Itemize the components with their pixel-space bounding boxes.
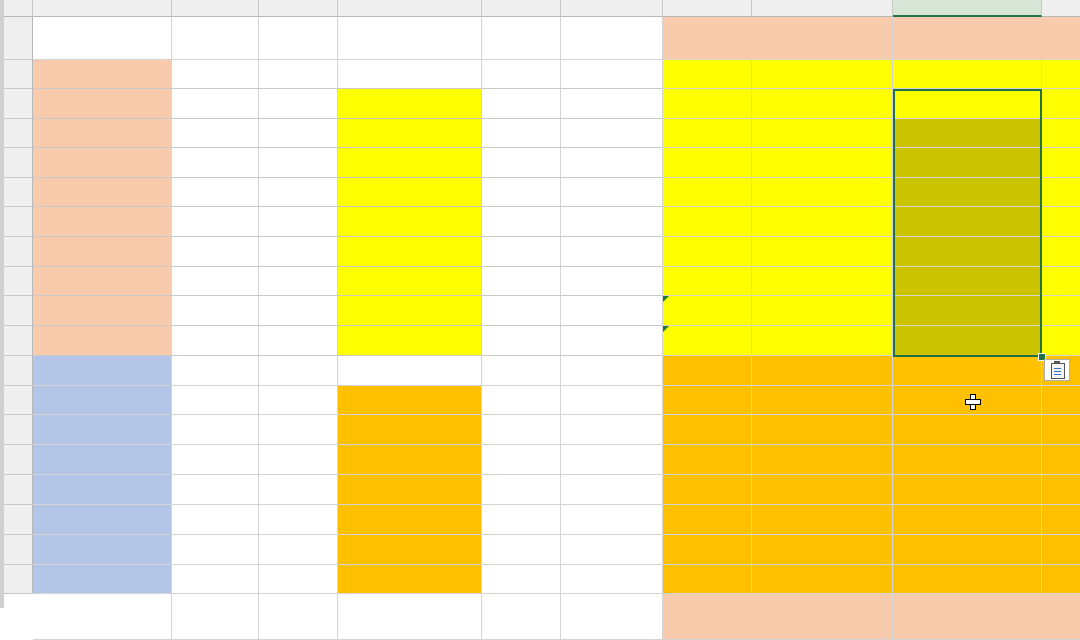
cell-h7[interactable]: [259, 207, 338, 237]
cell-j8[interactable]: [482, 237, 561, 267]
cell-f4[interactable]: [33, 119, 172, 148]
cell-s18[interactable]: [893, 535, 1042, 565]
cell-s19[interactable]: [893, 565, 1042, 594]
cell-q20[interactable]: [663, 594, 752, 640]
cell-g18[interactable]: [172, 535, 259, 565]
cell-k14[interactable]: [561, 415, 663, 445]
row-header-10[interactable]: [4, 296, 33, 326]
cell-q7[interactable]: [663, 207, 752, 237]
cell-q15[interactable]: [663, 445, 752, 475]
cell-f13[interactable]: [33, 386, 172, 415]
error-indicator-icon[interactable]: [663, 326, 669, 332]
cell-h17[interactable]: [259, 505, 338, 535]
header-cell-q[interactable]: [663, 17, 752, 60]
column-header-k[interactable]: [561, 0, 663, 17]
cell-j6[interactable]: [482, 178, 561, 207]
cell-j9[interactable]: [482, 267, 561, 296]
cell-r18[interactable]: [752, 535, 893, 565]
cell-j14[interactable]: [482, 415, 561, 445]
cell-r3[interactable]: [752, 89, 893, 119]
cell-f12[interactable]: [33, 356, 172, 386]
cell-h9[interactable]: [259, 267, 338, 296]
cell-q13[interactable]: [663, 386, 752, 415]
cell-h4[interactable]: [259, 119, 338, 148]
cell-g6[interactable]: [172, 178, 259, 207]
cell-g9[interactable]: [172, 267, 259, 296]
cell-f17[interactable]: [33, 505, 172, 535]
cell-g10[interactable]: [172, 296, 259, 326]
cell-s4[interactable]: [893, 119, 1042, 148]
cell-i20[interactable]: [338, 594, 482, 640]
header-cell-s[interactable]: [893, 17, 1042, 60]
cell-r20[interactable]: [752, 594, 893, 640]
cell-k18[interactable]: [561, 535, 663, 565]
cell-q6[interactable]: [663, 178, 752, 207]
cell-j16[interactable]: [482, 475, 561, 505]
cell-j17[interactable]: [482, 505, 561, 535]
cell-g12[interactable]: [172, 356, 259, 386]
row-header-14[interactable]: [4, 415, 33, 445]
cell-k3[interactable]: [561, 89, 663, 119]
cell-q11[interactable]: [663, 326, 752, 356]
window-edge: [0, 0, 4, 608]
cell-t6[interactable]: [1042, 178, 1080, 207]
cell-j20[interactable]: [482, 594, 561, 640]
cell-k17[interactable]: [561, 505, 663, 535]
cell-s3[interactable]: [893, 89, 1042, 119]
cell-t11[interactable]: [1042, 326, 1080, 356]
cell-h16[interactable]: [259, 475, 338, 505]
cell-f7[interactable]: [33, 207, 172, 237]
cell-r10[interactable]: [752, 296, 893, 326]
cell-g8[interactable]: [172, 237, 259, 267]
cell-i17[interactable]: [338, 505, 482, 535]
cell-q12[interactable]: [663, 356, 752, 386]
cell-h6[interactable]: [259, 178, 338, 207]
cell-t10[interactable]: [1042, 296, 1080, 326]
cell-s17[interactable]: [893, 505, 1042, 535]
cell-g5[interactable]: [172, 148, 259, 178]
cell-h8[interactable]: [259, 237, 338, 267]
cell-s8[interactable]: [893, 237, 1042, 267]
cell-i8[interactable]: [338, 237, 482, 267]
cell-r7[interactable]: [752, 207, 893, 237]
cell-j13[interactable]: [482, 386, 561, 415]
header-cell-j[interactable]: [482, 17, 561, 60]
header-cell-h[interactable]: [259, 17, 338, 60]
cell-s7[interactable]: [893, 207, 1042, 237]
cell-g16[interactable]: [172, 475, 259, 505]
error-indicator-icon[interactable]: [663, 296, 669, 302]
cell-q5[interactable]: [663, 148, 752, 178]
cell-k19[interactable]: [561, 565, 663, 594]
cell-i12[interactable]: [338, 356, 482, 386]
cell-g3[interactable]: [172, 89, 259, 119]
cell-r9[interactable]: [752, 267, 893, 296]
cell-j7[interactable]: [482, 207, 561, 237]
cell-q3[interactable]: [663, 89, 752, 119]
cell-t4[interactable]: [1042, 119, 1080, 148]
cell-h2[interactable]: [259, 60, 338, 89]
cell-t18[interactable]: [1042, 535, 1080, 565]
cell-h11[interactable]: [259, 326, 338, 356]
row-header-2[interactable]: [4, 60, 33, 89]
cell-k10[interactable]: [561, 296, 663, 326]
row-header-18[interactable]: [4, 535, 33, 565]
cell-j15[interactable]: [482, 445, 561, 475]
cell-i13[interactable]: [338, 386, 482, 415]
cell-r5[interactable]: [752, 148, 893, 178]
cell-j10[interactable]: [482, 296, 561, 326]
row-header-7[interactable]: [4, 207, 33, 237]
column-header-r[interactable]: [752, 0, 893, 17]
header-cell-g[interactable]: [172, 17, 259, 60]
cell-i2[interactable]: [338, 60, 482, 89]
column-header-s[interactable]: [893, 0, 1042, 17]
cell-g13[interactable]: [172, 386, 259, 415]
row-header-6[interactable]: [4, 178, 33, 207]
row-header-17[interactable]: [4, 505, 33, 535]
cell-r8[interactable]: [752, 237, 893, 267]
cell-k2[interactable]: [561, 60, 663, 89]
cell-r15[interactable]: [752, 445, 893, 475]
cell-s12[interactable]: [893, 356, 1042, 386]
cell-q19[interactable]: [663, 565, 752, 594]
cell-q18[interactable]: [663, 535, 752, 565]
cell-g14[interactable]: [172, 415, 259, 445]
cell-s6[interactable]: [893, 178, 1042, 207]
column-header-j[interactable]: [482, 0, 561, 17]
cell-i18[interactable]: [338, 535, 482, 565]
cell-i3[interactable]: [338, 89, 482, 119]
cell-t14[interactable]: [1042, 415, 1080, 445]
cell-h14[interactable]: [259, 415, 338, 445]
cell-f8[interactable]: [33, 237, 172, 267]
cell-k11[interactable]: [561, 326, 663, 356]
cell-k7[interactable]: [561, 207, 663, 237]
row-header-19[interactable]: [4, 565, 33, 594]
cell-t3[interactable]: [1042, 89, 1080, 119]
cell-g4[interactable]: [172, 119, 259, 148]
cell-s20[interactable]: [893, 594, 1042, 640]
cell-t9[interactable]: [1042, 267, 1080, 296]
cell-j19[interactable]: [482, 565, 561, 594]
cell-q2[interactable]: [663, 60, 752, 89]
cell-g7[interactable]: [172, 207, 259, 237]
cell-f10[interactable]: [33, 296, 172, 326]
cell-q8[interactable]: [663, 237, 752, 267]
column-header-g[interactable]: [172, 0, 259, 17]
cell-f5[interactable]: [33, 148, 172, 178]
cell-h15[interactable]: [259, 445, 338, 475]
cell-h12[interactable]: [259, 356, 338, 386]
row-header-3[interactable]: [4, 89, 33, 119]
row-header-15[interactable]: [4, 445, 33, 475]
cell-f9[interactable]: [33, 267, 172, 296]
cell-f14[interactable]: [33, 415, 172, 445]
header-cell-t[interactable]: [1042, 17, 1080, 60]
cell-s9[interactable]: [893, 267, 1042, 296]
row-header-12[interactable]: [4, 356, 33, 386]
cell-k9[interactable]: [561, 267, 663, 296]
column-header-h[interactable]: [259, 0, 338, 17]
cell-g17[interactable]: [172, 505, 259, 535]
cell-f15[interactable]: [33, 445, 172, 475]
cell-t15[interactable]: [1042, 445, 1080, 475]
cell-r4[interactable]: [752, 119, 893, 148]
cell-r12[interactable]: [752, 356, 893, 386]
cell-r13[interactable]: [752, 386, 893, 415]
select-all-corner[interactable]: [4, 0, 33, 17]
cell-g20[interactable]: [172, 594, 259, 640]
cell-i7[interactable]: [338, 207, 482, 237]
cell-t19[interactable]: [1042, 565, 1080, 594]
row-header-8[interactable]: [4, 237, 33, 267]
row-header-4[interactable]: [4, 119, 33, 148]
row-header-11[interactable]: [4, 326, 33, 356]
cell-s10[interactable]: [893, 296, 1042, 326]
cell-k20[interactable]: [561, 594, 663, 640]
cell-r17[interactable]: [752, 505, 893, 535]
cell-h10[interactable]: [259, 296, 338, 326]
cell-s16[interactable]: [893, 475, 1042, 505]
cell-k15[interactable]: [561, 445, 663, 475]
cell-r6[interactable]: [752, 178, 893, 207]
cell-q17[interactable]: [663, 505, 752, 535]
cell-j11[interactable]: [482, 326, 561, 356]
cell-k4[interactable]: [561, 119, 663, 148]
cell-q14[interactable]: [663, 415, 752, 445]
cell-h20[interactable]: [259, 594, 338, 640]
cell-k12[interactable]: [561, 356, 663, 386]
column-header-q[interactable]: [663, 0, 752, 17]
cell-k13[interactable]: [561, 386, 663, 415]
cell-f6[interactable]: [33, 178, 172, 207]
cell-t17[interactable]: [1042, 505, 1080, 535]
cell-r14[interactable]: [752, 415, 893, 445]
cell-i14[interactable]: [338, 415, 482, 445]
cell-r11[interactable]: [752, 326, 893, 356]
cell-k6[interactable]: [561, 178, 663, 207]
cell-i11[interactable]: [338, 326, 482, 356]
cell-q4[interactable]: [663, 119, 752, 148]
cell-h5[interactable]: [259, 148, 338, 178]
cell-t13[interactable]: [1042, 386, 1080, 415]
cell-s2[interactable]: [893, 60, 1042, 89]
cell-q9[interactable]: [663, 267, 752, 296]
row-header-9[interactable]: [4, 267, 33, 296]
cell-h13[interactable]: [259, 386, 338, 415]
cell-f18[interactable]: [33, 535, 172, 565]
row-header-1[interactable]: [4, 17, 33, 60]
cell-j5[interactable]: [482, 148, 561, 178]
cell-s15[interactable]: [893, 445, 1042, 475]
cell-q10[interactable]: [663, 296, 752, 326]
cell-j2[interactable]: [482, 60, 561, 89]
cell-i15[interactable]: [338, 445, 482, 475]
cell-k8[interactable]: [561, 237, 663, 267]
cell-t2[interactable]: [1042, 60, 1080, 89]
cell-t16[interactable]: [1042, 475, 1080, 505]
header-cell-i[interactable]: [338, 17, 482, 60]
cell-t20[interactable]: [1042, 594, 1080, 640]
cell-t5[interactable]: [1042, 148, 1080, 178]
column-header-f[interactable]: [33, 0, 172, 17]
row-header-16[interactable]: [4, 475, 33, 505]
column-header-i[interactable]: [338, 0, 482, 17]
column-header-t[interactable]: [1042, 0, 1080, 17]
row-header-5[interactable]: [4, 148, 33, 178]
cell-f20[interactable]: [33, 594, 172, 640]
cell-s11[interactable]: [893, 326, 1042, 356]
cell-t7[interactable]: [1042, 207, 1080, 237]
cell-k5[interactable]: [561, 148, 663, 178]
cell-f2[interactable]: [33, 60, 172, 89]
cell-f19[interactable]: [33, 565, 172, 594]
cell-h18[interactable]: [259, 535, 338, 565]
cell-r19[interactable]: [752, 565, 893, 594]
cell-j18[interactable]: [482, 535, 561, 565]
header-cell-r[interactable]: [752, 17, 893, 60]
cell-j3[interactable]: [482, 89, 561, 119]
row-header-13[interactable]: [4, 386, 33, 415]
paste-options-icon[interactable]: [1044, 359, 1070, 381]
cell-i19[interactable]: [338, 565, 482, 594]
cell-h3[interactable]: [259, 89, 338, 119]
header-cell-k[interactable]: [561, 17, 663, 60]
cell-t8[interactable]: [1042, 237, 1080, 267]
cell-j12[interactable]: [482, 356, 561, 386]
cell-i10[interactable]: [338, 296, 482, 326]
cell-g15[interactable]: [172, 445, 259, 475]
cell-f11[interactable]: [33, 326, 172, 356]
cell-h19[interactable]: [259, 565, 338, 594]
cell-i9[interactable]: [338, 267, 482, 296]
cell-i6[interactable]: [338, 178, 482, 207]
cell-r2[interactable]: [752, 60, 893, 89]
cell-q16[interactable]: [663, 475, 752, 505]
header-cell-f[interactable]: [33, 17, 172, 60]
cell-j4[interactable]: [482, 119, 561, 148]
cell-g19[interactable]: [172, 565, 259, 594]
cell-k16[interactable]: [561, 475, 663, 505]
cell-s5[interactable]: [893, 148, 1042, 178]
cell-i16[interactable]: [338, 475, 482, 505]
cell-g2[interactable]: [172, 60, 259, 89]
cell-s14[interactable]: [893, 415, 1042, 445]
cell-i4[interactable]: [338, 119, 482, 148]
cell-i5[interactable]: [338, 148, 482, 178]
cell-r16[interactable]: [752, 475, 893, 505]
cell-f16[interactable]: [33, 475, 172, 505]
cell-g11[interactable]: [172, 326, 259, 356]
cell-f3[interactable]: [33, 89, 172, 119]
cell-s13[interactable]: [893, 386, 1042, 415]
